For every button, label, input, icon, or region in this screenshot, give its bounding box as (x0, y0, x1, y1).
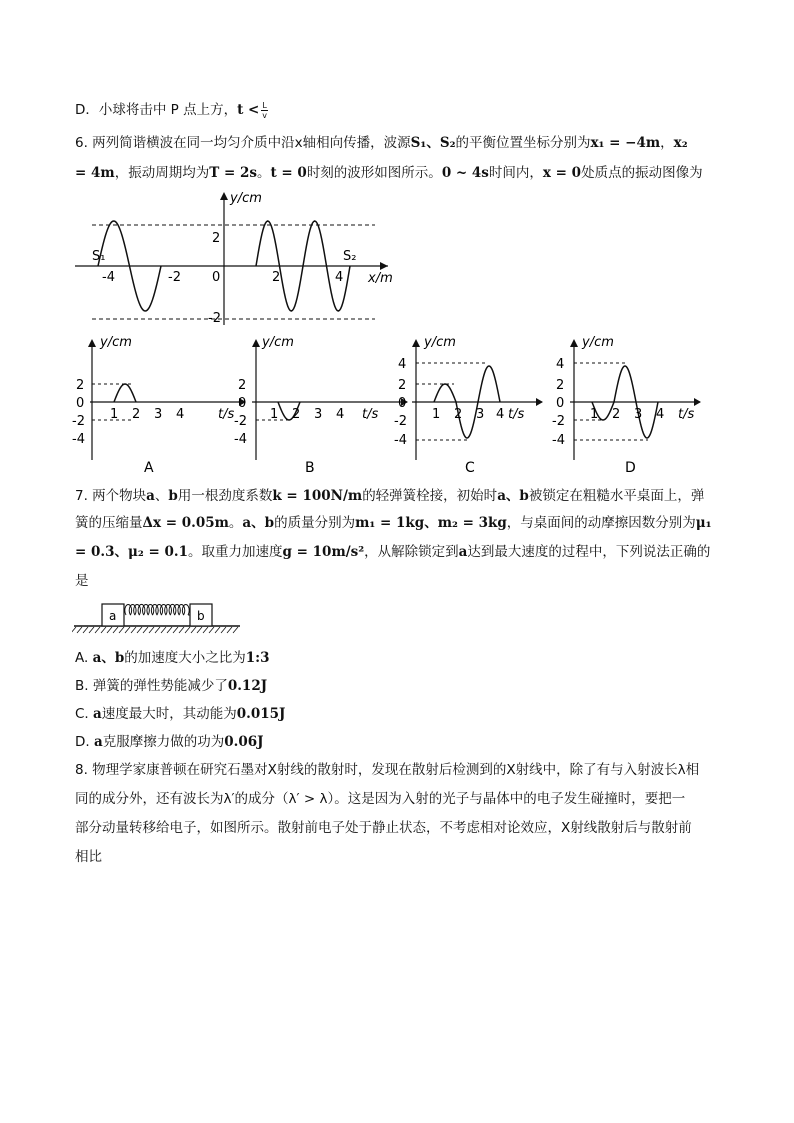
q6-sources: S₁、S₂ (410, 135, 456, 151)
q6-text: 处质点的振动图像为 (581, 165, 703, 181)
q6-text: ，振动周期均为 (114, 165, 210, 181)
option-b-ytick: -2 (234, 414, 247, 429)
q7-var-ab: a、b (242, 515, 275, 531)
option-c-t-label: t/s (508, 407, 525, 422)
option-d-ytick: -4 (552, 433, 565, 448)
option-d-y-label: y/cm (582, 335, 614, 350)
option-b-y-arrow (252, 339, 260, 347)
q6-text: 时间内， (488, 165, 543, 181)
option-a-y-arrow (88, 339, 96, 347)
q6-stem-line2 (75, 163, 703, 183)
option-c-xtick: 3 (476, 407, 485, 422)
ytick-neg2: -2 (208, 311, 221, 326)
q7-text: 7. 两个物块 (75, 488, 147, 504)
q7-text: 达到最大速度的过程中，下列说法正确的 (467, 544, 711, 560)
option-c-ytick: 2 (398, 378, 407, 393)
q7-var-a: a (458, 544, 468, 560)
option-a-curve (114, 384, 136, 402)
q7-option-d (75, 732, 264, 752)
q7-text: 用一根劲度系数 (177, 488, 273, 504)
hatch-line (125, 627, 130, 633)
q6-text: 的平衡位置坐标分别为 (455, 135, 591, 151)
option-bold: a (93, 734, 103, 750)
hatch-line (203, 627, 208, 633)
q7-dx: Δx = 0.05m (142, 515, 229, 531)
q6-x1: x₁ = −4m (590, 135, 661, 151)
s1-label: S₁ (92, 249, 106, 264)
option-a-xtick: 1 (110, 407, 119, 422)
option-b-ytick: 0 (238, 396, 247, 411)
q6-text: ， (660, 135, 674, 151)
option-b-letter: B (305, 460, 315, 476)
tick-2: 2 (272, 270, 281, 285)
option-d-graph (552, 335, 701, 476)
option-c-graph (394, 335, 543, 476)
option-d-xtick: 1 (590, 407, 599, 422)
option-c-t-arrow (536, 398, 543, 406)
option-b-y-label: y/cm (262, 335, 294, 350)
q6-text: 6. 两列简谐横波在同一均匀介质中沿x轴相向传播，波源 (75, 135, 411, 151)
option-d-t-arrow (694, 398, 701, 406)
option-b-t-label: t/s (362, 407, 379, 422)
table-hatching (72, 627, 238, 633)
q6-option-graphs (60, 330, 710, 480)
s2-label: S₂ (343, 249, 357, 264)
option-value: 1:3 (245, 650, 270, 666)
q7-stem-line4 (75, 571, 89, 591)
q7-stem-line2 (75, 513, 712, 533)
q7-option-a (75, 648, 270, 668)
option-a-xtick: 4 (176, 407, 185, 422)
q6-wave-figure (70, 190, 410, 330)
hatch-line (191, 627, 196, 633)
fraction-numerator: L (262, 100, 267, 110)
q7-text: 的质量分别为 (274, 515, 356, 531)
option-a-xtick: 2 (132, 407, 141, 422)
ytick-2: 2 (212, 231, 221, 246)
q7-text: ，从解除锁定到 (364, 544, 459, 560)
q8-line4: 相比 (75, 849, 102, 865)
q7-text: 的轻弹簧栓接，初始时 (362, 488, 498, 504)
option-b-xtick: 2 (292, 407, 301, 422)
hatch-line (185, 627, 190, 633)
option-value: 0.06J (224, 734, 264, 750)
option-a-ytick: 2 (76, 378, 85, 393)
option-a-xtick: 3 (154, 407, 163, 422)
y-axis-arrow (220, 192, 228, 200)
hatch-line (113, 627, 118, 633)
q6-period: T = 2s (209, 165, 257, 181)
q6-stem-line1 (75, 133, 688, 153)
option-d-xtick: 3 (634, 407, 643, 422)
option-c-ytick: 4 (398, 357, 407, 372)
q7-text: 。取重力加速度 (188, 544, 283, 560)
hatch-line (131, 627, 136, 633)
option-text: C. (75, 706, 94, 722)
hatch-line (119, 627, 124, 633)
option-bold: a (93, 706, 102, 722)
hatch-line (107, 627, 112, 633)
q7-option-c (75, 704, 285, 724)
q7-stem-line1 (75, 486, 704, 506)
x-axis-label: x/m (368, 271, 393, 286)
option-text: D. (75, 734, 94, 750)
q7-var-b: b (168, 488, 178, 504)
spring (125, 604, 190, 615)
q7-text: 是 (75, 573, 89, 589)
option-text: B. 弹簧的弹性势能减少了 (75, 678, 228, 694)
q7-var-a: a (146, 488, 155, 504)
option-b-graph (234, 335, 408, 476)
option-c-xtick: 2 (454, 407, 463, 422)
q7-k: k = 100N/m (272, 488, 363, 504)
option-a-letter: A (144, 460, 154, 476)
option-c-ytick: -2 (394, 414, 407, 429)
option-b-xtick: 4 (336, 407, 345, 422)
q6-t0: t = 0 (270, 165, 307, 181)
q7-text: 、 (154, 488, 169, 504)
option-d-xtick: 4 (656, 407, 665, 422)
option-b-ytick: -4 (234, 432, 247, 447)
hatch-line (179, 627, 184, 633)
option-c-y-label: y/cm (424, 335, 456, 350)
option-value: 0.12J (227, 678, 268, 694)
option-a-t-label: t/s (218, 407, 235, 422)
q7-masses: m₁ = 1kg、m₂ = 3kg (355, 515, 507, 531)
q7-spring-figure (72, 600, 244, 636)
q5-fraction (261, 101, 267, 120)
hatch-line (167, 627, 172, 633)
q6-x0: x = 0 (542, 165, 582, 181)
x-axis-arrow (380, 262, 388, 270)
hatch-line (209, 627, 214, 633)
hatch-line (143, 627, 148, 633)
q7-mu-values: = 0.3、μ₂ = 0.1 (75, 544, 188, 560)
q5-option-d-text: D．小球将击中 P 点上方， (75, 102, 238, 118)
option-c-y-arrow (412, 339, 420, 347)
hatch-line (221, 627, 226, 633)
q7-text: 簧的压缩量 (75, 515, 143, 531)
q5-option-d (75, 100, 268, 120)
option-a-ytick: -4 (72, 432, 85, 447)
block-a-label: a (109, 609, 117, 623)
option-b-ytick: 2 (238, 378, 247, 393)
q5-option-d-inequality: t < (237, 102, 260, 118)
hatch-line (95, 627, 100, 633)
option-c-ytick: -4 (394, 433, 407, 448)
q7-option-b (75, 676, 267, 696)
option-c-xtick: 4 (496, 407, 505, 422)
q7-var-ab: a、b (497, 488, 529, 504)
option-d-ytick: 0 (556, 396, 565, 411)
q8-line2: 同的成分外，还有波长为λ′的成分（λ′ > λ）。这是因为入射的光子与晶体中的电子发生碰撞时，要把一 (75, 791, 686, 807)
option-text: 的加速度大小之比为 (124, 650, 246, 666)
tick-0: 0 (212, 270, 221, 285)
option-a-ytick: 0 (76, 396, 85, 411)
q7-g: g = 10m/s² (282, 544, 365, 560)
hatch-line (77, 627, 82, 633)
hatch-line (89, 627, 94, 633)
hatch-line (227, 627, 232, 633)
hatch-line (137, 627, 142, 633)
q7-text: 。 (228, 515, 243, 531)
q7-text: 被锁定在粗糙水平桌面上，弹 (528, 488, 705, 504)
fraction-denominator: v (262, 110, 267, 120)
option-text: 克服摩擦力做的功为 (102, 734, 225, 750)
option-bold: a、b (92, 650, 125, 666)
option-d-t-label: t/s (678, 407, 695, 422)
option-c-ytick: 0 (398, 396, 407, 411)
hatch-line (173, 627, 178, 633)
option-d-ytick: 2 (556, 378, 565, 393)
option-a-graph (72, 335, 246, 476)
option-d-ytick: -2 (552, 414, 565, 429)
option-c-letter: C (465, 460, 475, 476)
tick-neg2: -2 (168, 270, 181, 285)
hatch-line (233, 627, 238, 633)
hatch-line (215, 627, 220, 633)
hatch-line (149, 627, 154, 633)
block-b-label: b (197, 609, 205, 623)
q6-x2-value: = 4m (75, 165, 115, 181)
hatch-line (72, 627, 76, 633)
option-d-letter: D (625, 460, 636, 476)
y-axis-label: y/cm (230, 191, 262, 206)
tick-neg4: -4 (102, 270, 115, 285)
option-d-y-arrow (570, 339, 578, 347)
option-b-xtick: 1 (270, 407, 279, 422)
option-text: 速度最大时，其动能为 (101, 706, 237, 722)
option-b-xtick: 3 (314, 407, 323, 422)
option-a-y-label: y/cm (100, 335, 132, 350)
q7-stem-line3 (75, 542, 710, 562)
q7-text: ，与桌面间的动摩擦因数分别为 (506, 515, 696, 531)
option-d-ytick: 4 (556, 357, 565, 372)
option-d-xtick: 2 (612, 407, 621, 422)
hatch-line (101, 627, 106, 633)
option-value: 0.015J (236, 706, 286, 722)
q6-text: 时刻的波形如图所示。 (306, 165, 442, 181)
q6-range: 0 ~ 4s (441, 165, 489, 181)
hatch-line (197, 627, 202, 633)
option-text: A. (75, 650, 93, 666)
hatch-line (83, 627, 88, 633)
hatch-line (155, 627, 160, 633)
q6-text: 。 (256, 165, 271, 181)
q8-line1: 8. 物理学家康普顿在研究石墨对X射线的散射时，发现在散射后检测到的X射线中，除了有与入射波长λ相 (75, 762, 700, 778)
q7-mu1: μ₁ (695, 515, 712, 531)
hatch-line (161, 627, 166, 633)
tick-4: 4 (335, 270, 344, 285)
option-a-ytick: -2 (72, 414, 85, 429)
option-c-xtick: 1 (432, 407, 441, 422)
q8-line3: 部分动量转移给电子，如图所示。散射前电子处于静止状态，不考虑相对论效应，X射线散射后与散射前 (75, 820, 692, 836)
q6-x2: x₂ (673, 135, 688, 151)
